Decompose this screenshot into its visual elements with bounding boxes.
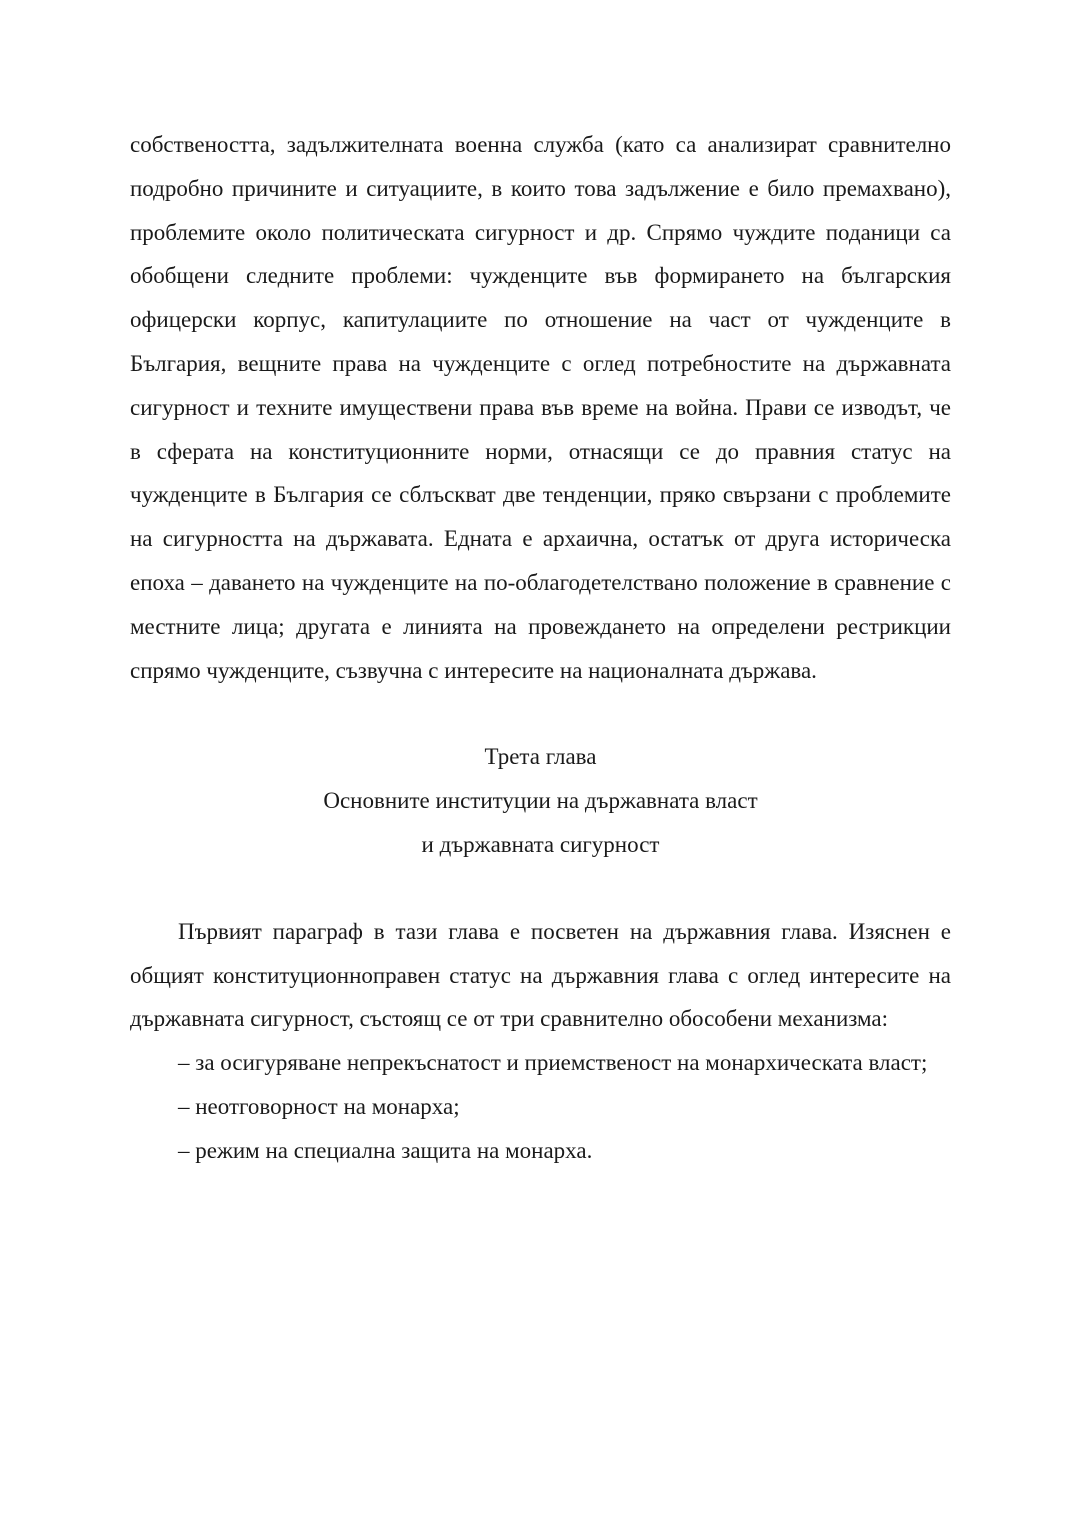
chapter-number: Трета глава [484,744,597,770]
list-item: – неотговорност на монарха; [178,1093,460,1119]
chapter-heading [130,735,951,866]
body-paragraph-2: Първият параграф в тази глава е посветен на държавния глава. Изяснен е общият конституционноправен статус на държавния глава с оглед интересите на държавната сигурност, състоящ се от три сравнително обособени механизма: [130,918,951,1032]
chapter-title-line-1: Основните институции на държавната власт [323,788,758,814]
list-item: – режим на специална защита на монарха. [178,1137,593,1163]
list-item: – за осигуряване непрекъснатост и приемственост на монархическата власт; [178,1050,928,1076]
document-page [130,123,951,1173]
chapter-title-line-2: и държавната сигурност [421,831,660,857]
body-paragraph-1: собствеността, задължителната военна служба (като са анализират сравнително подробно причините и ситуациите, в които това задължение е било премахвано), проблемите около политическата сигурност и др. Спрямо чуждите поданици са обобщени следните проблеми: чужденците във формирането на българския офицерски корпус, капитулациите по отношение на част от чужденците в България, вещните права на чужденците с оглед потребностите на държавната сигурност и техните имуществени права във време на война. Прави се изводът, че в сферата на конституционните норми, отнасящи се до правния статус на чужденците в България се сблъскват две тенденции, пряко свързани с проблемите на сигурността на държавата. Едната е архаична, остатък от друга историческа епоха – даването на чужденците на по-облагодетелствано положение в сравнение с местните лица; другата е линията на провеждането на определени рестрикции спрямо чужденците, съзвучна с интересите на националната държава. [130,132,951,683]
